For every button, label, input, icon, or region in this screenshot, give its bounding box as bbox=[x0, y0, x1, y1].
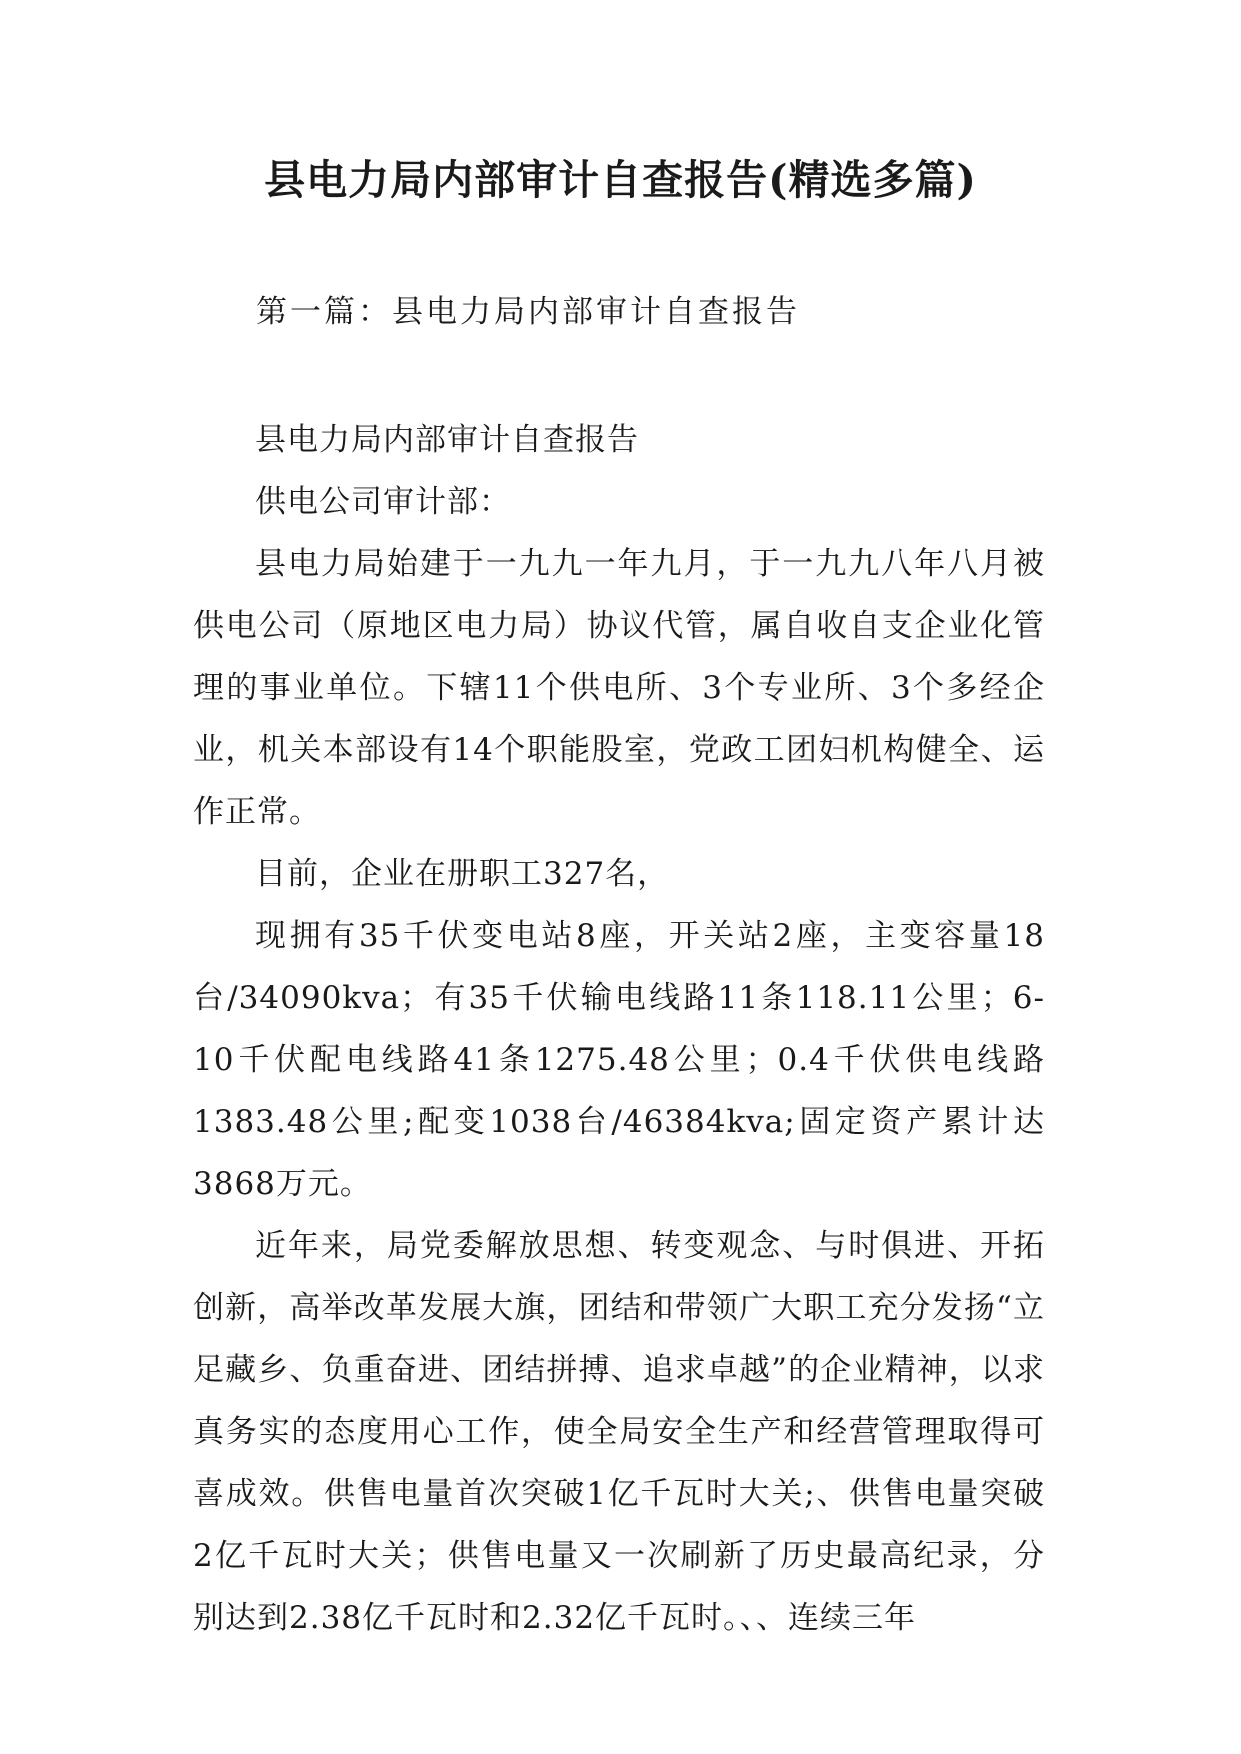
addressee-line: 供电公司审计部： bbox=[255, 484, 511, 520]
paragraph-assets: 现拥有35千伏变电站8座，开关站2座，主变容量18台/34090kva；有35千伏输电线路11条118.11公里；6-10千伏配电线路41条1275.48公里；0.4千伏供电线路1383.48公里;配变1038台/46384kva;固定资产累计达3868万元。 bbox=[193, 918, 1045, 1202]
document-title: 县电力局内部审计自查报告(精选多篇) bbox=[264, 156, 977, 204]
paragraph-staff: 目前，企业在册职工327名， bbox=[255, 856, 670, 892]
report-subtitle: 县电力局内部审计自查报告 bbox=[255, 422, 639, 458]
paragraph-history: 县电力局始建于一九九一年九月，于一九九八年八月被供电公司（原地区电力局）协议代管，属自收自支企业化管理的事业单位。下辖11个供电所、3个专业所、3个多经企业，机关本部设有14个职能股室，党政工团妇机构健全、运作正常。 bbox=[193, 546, 1045, 830]
document-body bbox=[193, 409, 1045, 1649]
paragraph-achievements: 近年来，局党委解放思想、转变观念、与时俱进、开拓创新，高举改革发展大旗，团结和带领广大职工充分发扬“立足藏乡、负重奋进、团结拼搏、追求卓越”的企业精神，以求真务实的态度用心工作，使全局安全生产和经营管理取得可喜成效。供售电量首次突破1亿千瓦时大关;、供售电量突破2亿千瓦时大关；供售电量又一次刷新了历史最高纪录，分别达到2.38亿千瓦时和2.32亿千瓦时。、、连续三年 bbox=[193, 1228, 1045, 1636]
chapter-heading: 第一篇：县电力局内部审计自查报告 bbox=[256, 294, 800, 330]
